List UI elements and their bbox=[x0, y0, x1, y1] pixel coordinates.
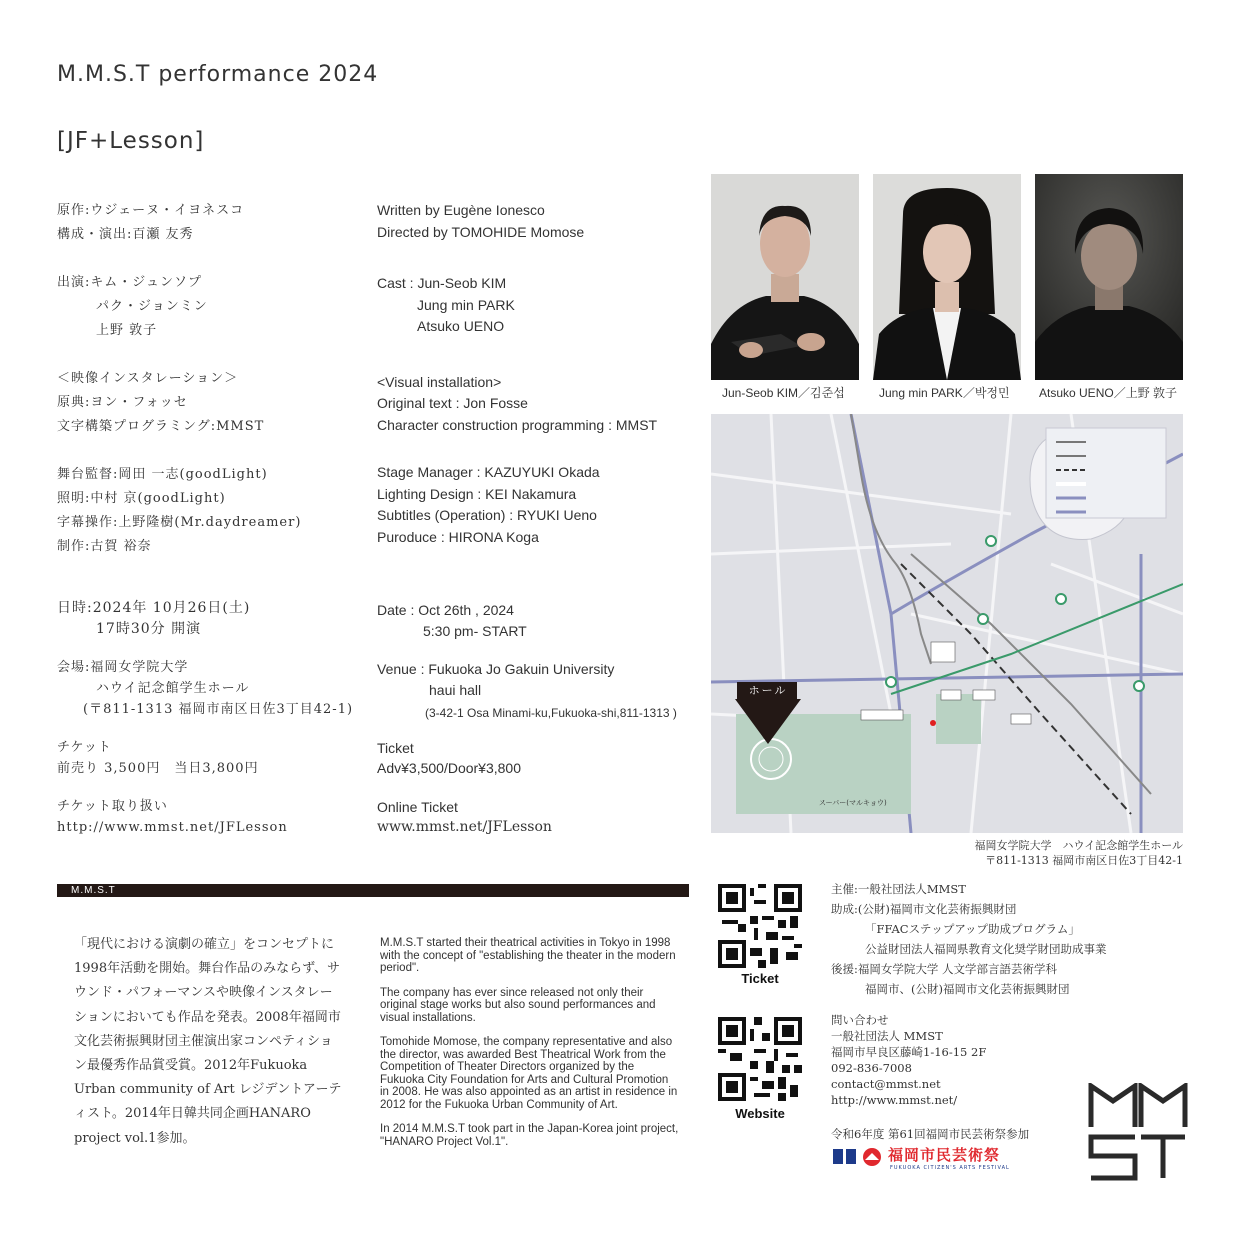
map-store-label: スーパー(マルキョウ) bbox=[819, 799, 887, 807]
en-date-2: 5:30 pm- START bbox=[423, 622, 527, 639]
jp-cast-2: パク・ジョンミン bbox=[96, 299, 208, 314]
en-lighting: Lighting Design : KEI Nakamura bbox=[377, 485, 577, 502]
en-venue-2: haui hall bbox=[429, 681, 482, 698]
about-en-text bbox=[380, 937, 680, 1160]
sponsor-organizer: 主催:一般社団法人MMST bbox=[831, 882, 966, 896]
jp-event-info bbox=[57, 598, 377, 838]
en-online-2[interactable]: www.mmst.net/JFLesson bbox=[377, 819, 552, 835]
jp-venue-2: ハウイ記念館学生ホール bbox=[96, 681, 250, 696]
photo-kim bbox=[711, 174, 859, 380]
en-visual-title: <Visual installation> bbox=[377, 373, 502, 390]
about-en-p4: In 2014 M.M.S.T took part in the Japan-Korea joint project, "HANARO Project Vol.1". bbox=[380, 1123, 679, 1148]
about-jp-text: 「現代における演劇の確立」をコンセプトに1998年活動を開始。舞台作品のみならず、サウンド・パフォーマンスや映像インスタレーションにおいても作品を発表。2008年福岡市文化芸術振興財団主催演出家コンペティション最優秀作品賞受賞。2012年Fukuoka Urban community of Art レジデントアーティスト。2014年日韓共同企画HANARO project vol.1参加。 bbox=[74, 937, 342, 1146]
about-en-p3: Tomohide Momose, the company representative and also the director, was awarded Best Theatrical Work from the Competition of Theater Directors organized by the Fukuoka City Foundation for Arts and Cultural Promotion in 2008. He was also appointed as an artist in residence in 2012 for the Fukuoka Urban Community of Art. bbox=[380, 1036, 678, 1111]
website-qr-label: Website bbox=[735, 1106, 785, 1121]
website-qr-icon bbox=[718, 1017, 802, 1101]
en-ticket-1: Ticket bbox=[377, 739, 414, 756]
about-section-bar: M.M.S.T bbox=[57, 884, 689, 897]
en-event-info bbox=[377, 600, 707, 838]
about-en-p2: The company has ever since released not only their original stage works but also sound performances and visual installations. bbox=[380, 986, 656, 1024]
map-caption-1: 福岡女学院大学 ハウイ記念館学生ホール bbox=[974, 839, 1183, 852]
portrait-ueno-image bbox=[1035, 174, 1183, 380]
map-caption-2: 〒811-1313 福岡市南区日佐3丁目42-1 bbox=[985, 854, 1183, 867]
jp-stage-manager: 舞台監督:岡田 一志(goodLight) bbox=[57, 467, 268, 482]
photo-caption-park: Jung min PARK／박정민 bbox=[879, 386, 1010, 400]
jp-credits bbox=[57, 199, 367, 559]
sponsor-support-1: 後援:福岡女学院大学 人文学部言語芸術学科 bbox=[831, 962, 1058, 976]
en-written: Written by Eugène Ionesco bbox=[377, 202, 545, 218]
website-qr-code[interactable] bbox=[718, 1017, 802, 1101]
en-production: Puroduce : HIRONA Koga bbox=[377, 528, 539, 545]
map-caption bbox=[975, 838, 1183, 868]
jp-production: 制作:古賀 裕奈 bbox=[57, 539, 152, 554]
about-en-p1: M.M.S.T started their theatrical activities in Tokyo in 1998 with the concept of "establishing the theater in the modern period". bbox=[380, 937, 676, 974]
sponsor-grant-1: 助成:(公財)福岡市文化芸術振興財団 bbox=[831, 902, 1017, 916]
jp-handling-2[interactable]: http://www.mmst.net/JFLesson bbox=[57, 820, 288, 835]
jp-lighting: 照明:中村 京(goodLight) bbox=[57, 491, 226, 506]
sponsor-support-2: 福岡市、(公財)福岡市文化芸術振興財団 bbox=[865, 982, 1070, 996]
jp-venue-3: (〒811-1313 福岡市南区日佐3丁目42-1) bbox=[83, 702, 354, 717]
en-ticket-2: Adv¥3,500/Door¥3,800 bbox=[377, 760, 521, 776]
jp-visual-title: ＜映像インスタレーション＞ bbox=[57, 371, 239, 386]
en-date-1: Date : Oct 26th , 2024 bbox=[377, 602, 514, 618]
sponsor-credits bbox=[831, 879, 1107, 999]
en-visual-program: Character construction programming : MMST bbox=[377, 416, 658, 433]
contact-phone: 092-836-7008 bbox=[831, 1061, 912, 1075]
contact-url[interactable]: http://www.mmst.net/ bbox=[831, 1093, 958, 1107]
photo-caption-kim: Jun-Seob KIM／김준섭 bbox=[722, 386, 845, 400]
festival-logo-text: 福岡市民芸術祭 bbox=[888, 1146, 1001, 1164]
jp-visual-original: 原典:ヨン・フォッセ bbox=[57, 395, 188, 410]
jp-cast-3: 上野 敦子 bbox=[96, 323, 158, 338]
en-credits bbox=[377, 200, 697, 548]
map-graphic bbox=[711, 414, 1183, 833]
en-online-1: Online Ticket bbox=[377, 798, 458, 815]
en-stage-manager: Stage Manager : KAZUYUKI Okada bbox=[377, 464, 600, 480]
sponsor-grant-3: 公益財団法人福岡県教育文化奨学財団助成事業 bbox=[865, 942, 1107, 956]
festival-logo-sub: FUKUOKA CITIZEN'S ARTS FESTIVAL bbox=[890, 1165, 1010, 1171]
en-cast-3: Atsuko UENO bbox=[417, 318, 505, 334]
en-directed: Directed by TOMOHIDE Momose bbox=[377, 223, 585, 240]
contact-info bbox=[831, 1012, 986, 1108]
photo-caption-ueno: Atsuko UENO／上野 敦子 bbox=[1039, 386, 1178, 400]
en-cast-2: Jung min PARK bbox=[417, 296, 515, 313]
en-venue-3: (3-42-1 Osa Minami-ku,Fukuoka-shi,811-1313 ) bbox=[425, 706, 677, 720]
en-cast-1: Cast : Jun-Seob KIM bbox=[377, 275, 507, 291]
jp-handling-1: チケット取り扱い bbox=[57, 799, 168, 814]
ticket-qr-label: Ticket bbox=[741, 971, 779, 986]
jp-cast-1: 出演:キム・ジュンソプ bbox=[57, 275, 202, 290]
page-title: M.M.S.T performance 2024 bbox=[57, 62, 379, 87]
jp-date-1: 日時:2024年 10月26日(土) bbox=[57, 600, 251, 616]
jp-subtitles: 字幕操作:上野隆樹(Mr.daydreamer) bbox=[57, 515, 302, 530]
festival-logo bbox=[832, 1146, 1032, 1172]
portrait-park-image bbox=[873, 174, 1021, 380]
contact-email[interactable]: contact@mmst.net bbox=[831, 1077, 941, 1091]
venue-map bbox=[711, 414, 1183, 833]
en-subtitles: Subtitles (Operation) : RYUKI Ueno bbox=[377, 507, 597, 523]
sponsor-grant-2: 「FFACステップアップ助成プログラム」 bbox=[865, 922, 1080, 936]
hall-label: ホール bbox=[748, 684, 788, 697]
portrait-kim-image bbox=[711, 174, 859, 380]
contact-heading: 問い合わせ bbox=[831, 1013, 889, 1027]
contact-address: 福岡市早良区藤崎1-16-15 2F bbox=[831, 1045, 987, 1059]
jp-ticket-1: チケット bbox=[57, 740, 112, 755]
jp-venue-1: 会場:福岡女学院大学 bbox=[57, 660, 189, 675]
jp-ticket-2: 前売り 3,500円 当日3,800円 bbox=[57, 761, 259, 776]
jp-date-2: 17時30分 開演 bbox=[96, 621, 202, 637]
jp-original: 原作:ウジェーヌ・イヨネスコ bbox=[57, 203, 245, 218]
mmst-logo-icon bbox=[1088, 1083, 1188, 1181]
mmst-logo bbox=[1088, 1083, 1188, 1181]
contact-org: 一般社団法人 MMST bbox=[831, 1029, 943, 1043]
page-subtitle: [JF+Lesson] bbox=[57, 128, 205, 154]
ticket-qr-icon bbox=[718, 884, 802, 968]
en-venue-1: Venue : Fukuoka Jo Gakuin University bbox=[377, 661, 615, 677]
jp-direction: 構成・演出:百瀬 友秀 bbox=[57, 227, 194, 242]
ticket-qr-code[interactable] bbox=[718, 884, 802, 968]
festival-note: 令和6年度 第61回福岡市民芸術祭参加 bbox=[831, 1127, 1030, 1141]
en-visual-original: Original text : Jon Fosse bbox=[377, 395, 528, 411]
photo-ueno bbox=[1035, 174, 1183, 380]
photo-park bbox=[873, 174, 1021, 380]
jp-visual-program: 文字構築プログラミング:MMST bbox=[57, 419, 265, 434]
